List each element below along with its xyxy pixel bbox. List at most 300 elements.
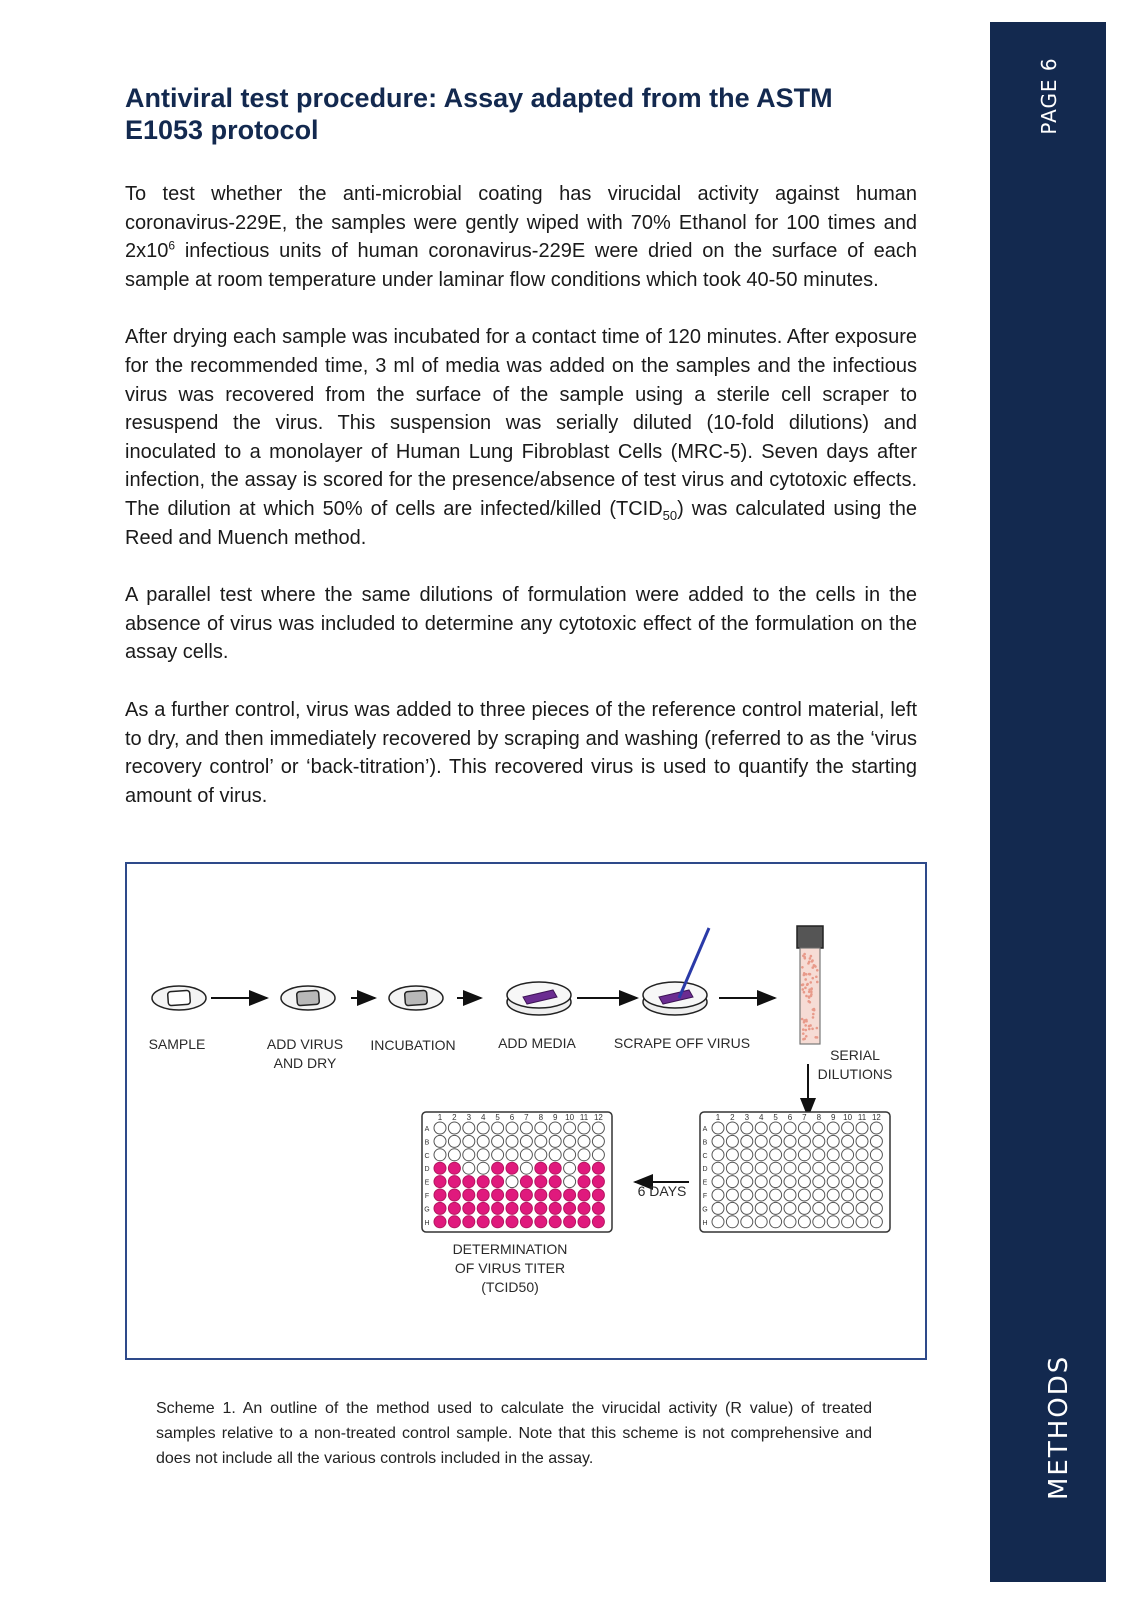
paragraph-3: A parallel test where the same dilutions of formulation were added to the cells in the absence of virus was included to determine any cytotoxic effect of the formulation on the assay cells. <box>125 584 917 664</box>
tube-dot <box>807 1000 810 1003</box>
infected-well <box>463 1202 475 1214</box>
empty-well <box>770 1149 782 1161</box>
main-content <box>125 82 917 839</box>
empty-well <box>827 1149 839 1161</box>
incubation-icon <box>389 986 443 1010</box>
empty-well <box>870 1122 882 1134</box>
infected-well <box>578 1189 590 1201</box>
tube-dot <box>809 1024 812 1027</box>
empty-well <box>712 1216 724 1228</box>
empty-well <box>870 1202 882 1214</box>
infected-well <box>578 1162 590 1174</box>
infected-well <box>492 1189 504 1201</box>
empty-well <box>712 1162 724 1174</box>
tube-dot <box>805 995 808 998</box>
tube-dot <box>816 969 819 972</box>
serial-dilutions-label: SERIAL DILUTIONS <box>817 1047 893 1082</box>
empty-well <box>506 1122 518 1134</box>
empty-well <box>564 1149 576 1161</box>
paragraph-1-text-a: To test whether the anti-microbial coating has virucidal activity against human coronavirus-229E, the samples were gently wiped with 70% Ethanol for 100 times and 2x10 <box>125 183 917 263</box>
empty-well <box>798 1189 810 1201</box>
dilution-plate <box>700 1112 890 1232</box>
empty-well <box>726 1216 738 1228</box>
empty-well <box>578 1149 590 1161</box>
plate-col-label: 8 <box>538 1113 544 1122</box>
empty-well <box>520 1122 532 1134</box>
plate-col-label: 9 <box>552 1113 558 1122</box>
plate-col-label: 1 <box>437 1113 443 1122</box>
empty-well <box>813 1189 825 1201</box>
step-add-virus-label: ADD VIRUS AND DRY <box>266 1036 344 1071</box>
empty-well <box>813 1135 825 1147</box>
empty-well <box>755 1202 767 1214</box>
empty-well <box>520 1135 532 1147</box>
empty-well <box>726 1149 738 1161</box>
infected-well <box>578 1216 590 1228</box>
infected-well <box>448 1162 460 1174</box>
test-tube-icon <box>797 926 823 1044</box>
empty-well <box>798 1216 810 1228</box>
empty-well <box>784 1122 796 1134</box>
infected-well <box>520 1189 532 1201</box>
empty-well <box>463 1162 475 1174</box>
plate-col-label: 4 <box>480 1113 486 1122</box>
empty-well <box>448 1135 460 1147</box>
infected-well <box>434 1202 446 1214</box>
empty-well <box>535 1122 547 1134</box>
empty-well <box>813 1162 825 1174</box>
plate-col-label: 3 <box>744 1113 750 1122</box>
empty-well <box>477 1162 489 1174</box>
sample-icon <box>152 986 206 1010</box>
empty-well <box>564 1162 576 1174</box>
empty-well <box>712 1176 724 1188</box>
infected-well <box>578 1202 590 1214</box>
empty-well <box>784 1216 796 1228</box>
empty-well <box>712 1135 724 1147</box>
tube-dot <box>811 966 814 969</box>
empty-well <box>535 1135 547 1147</box>
paragraph-2-text-b: ) was calculated using the Reed and Muench method. <box>125 497 917 549</box>
infected-well <box>535 1216 547 1228</box>
paragraph-2 <box>125 323 917 552</box>
scheme-figure <box>125 862 927 1360</box>
empty-well <box>434 1135 446 1147</box>
infected-well <box>477 1202 489 1214</box>
empty-well <box>784 1176 796 1188</box>
empty-well <box>506 1149 518 1161</box>
infected-well <box>535 1176 547 1188</box>
infected-well <box>520 1216 532 1228</box>
tube-dot <box>804 987 807 990</box>
empty-well <box>492 1135 504 1147</box>
empty-well <box>755 1216 767 1228</box>
infected-well <box>492 1162 504 1174</box>
tube-dot <box>804 978 807 981</box>
infected-well <box>463 1189 475 1201</box>
tube-dot <box>802 1038 805 1041</box>
infected-well <box>477 1216 489 1228</box>
plate-col-label: 11 <box>857 1113 867 1122</box>
plate-row-label: D <box>424 1166 430 1174</box>
empty-well <box>549 1135 561 1147</box>
empty-well <box>813 1149 825 1161</box>
infected-well <box>477 1189 489 1201</box>
empty-well <box>813 1122 825 1134</box>
empty-well <box>798 1176 810 1188</box>
tube-dot <box>802 983 805 986</box>
plate-row-label: B <box>702 1139 708 1147</box>
empty-well <box>755 1122 767 1134</box>
infected-well <box>434 1162 446 1174</box>
tube-dot <box>805 1019 808 1022</box>
tube-dot <box>813 964 816 967</box>
infected-well <box>535 1162 547 1174</box>
plate-row-label: C <box>702 1152 708 1160</box>
tube-dot <box>802 1032 805 1035</box>
infected-well <box>492 1216 504 1228</box>
tube-dot <box>808 973 811 976</box>
infected-well <box>448 1202 460 1214</box>
empty-well <box>813 1176 825 1188</box>
empty-well <box>520 1149 532 1161</box>
step-incubation-label: INCUBATION <box>370 1037 456 1053</box>
empty-well <box>712 1122 724 1134</box>
infected-well <box>549 1216 561 1228</box>
tube-dot <box>810 991 813 994</box>
paragraph-1-text-b: infectious units of human coronavirus-229E were dried on the surface of each sample at room temperature under laminar flow conditions which took 40-50 minutes. <box>125 240 917 291</box>
plate-col-label: 8 <box>816 1113 822 1122</box>
plate-col-label: 1 <box>715 1113 721 1122</box>
empty-well <box>842 1162 854 1174</box>
tube-dot <box>805 1035 808 1038</box>
tube-dot <box>813 1008 816 1011</box>
empty-well <box>770 1135 782 1147</box>
empty-well <box>578 1122 590 1134</box>
plate-col-label: 2 <box>730 1113 735 1122</box>
empty-well <box>827 1216 839 1228</box>
infected-well <box>477 1176 489 1188</box>
empty-well <box>741 1135 753 1147</box>
empty-well <box>813 1202 825 1214</box>
tube-dot <box>801 966 804 969</box>
tube-dot <box>801 988 804 991</box>
empty-well <box>463 1135 475 1147</box>
empty-well <box>770 1189 782 1201</box>
step-add-media-label: ADD MEDIA <box>498 1035 576 1051</box>
empty-well <box>592 1135 604 1147</box>
empty-well <box>549 1149 561 1161</box>
infected-well <box>564 1216 576 1228</box>
empty-well <box>856 1216 868 1228</box>
titer-plate <box>422 1112 612 1232</box>
plate-row-label: F <box>424 1193 430 1200</box>
plate-col-label: 5 <box>495 1113 500 1122</box>
section-label: METHODS <box>1044 1354 1074 1500</box>
infected-well <box>535 1189 547 1201</box>
tube-dot <box>816 981 819 984</box>
empty-well <box>842 1135 854 1147</box>
empty-well <box>770 1176 782 1188</box>
plate-row-label: H <box>702 1219 708 1227</box>
plate-col-label: 6 <box>787 1113 793 1122</box>
empty-well <box>477 1122 489 1134</box>
plate-row-label: D <box>702 1166 708 1174</box>
empty-well <box>755 1189 767 1201</box>
empty-well <box>784 1189 796 1201</box>
empty-well <box>564 1176 576 1188</box>
empty-well <box>726 1202 738 1214</box>
virus-dried-sample-icon <box>281 986 335 1010</box>
plate-row-label: F <box>702 1193 708 1200</box>
tube-dot <box>803 953 806 956</box>
tube-dot <box>810 955 813 958</box>
exponent: 6 <box>168 238 176 253</box>
scrape-virus-icon <box>643 928 709 1015</box>
tube-dot <box>809 957 812 960</box>
six-days-label: 6 DAYS <box>637 1183 687 1199</box>
infected-well <box>492 1176 504 1188</box>
plate-row-label: C <box>424 1152 430 1160</box>
determination-label: DETERMINATION OF VIRUS TITER (TCID50) <box>452 1241 568 1295</box>
empty-well <box>755 1162 767 1174</box>
plate-col-label: 12 <box>871 1113 881 1122</box>
empty-well <box>798 1162 810 1174</box>
empty-well <box>856 1135 868 1147</box>
plate-col-label: 10 <box>843 1113 853 1122</box>
infected-well <box>549 1202 561 1214</box>
empty-well <box>755 1149 767 1161</box>
empty-well <box>463 1149 475 1161</box>
infected-well <box>578 1176 590 1188</box>
empty-well <box>741 1162 753 1174</box>
plate-col-label: 7 <box>802 1113 807 1122</box>
infected-well <box>564 1202 576 1214</box>
empty-well <box>842 1122 854 1134</box>
infected-well <box>520 1202 532 1214</box>
infected-well <box>592 1162 604 1174</box>
plate-col-label: 6 <box>509 1113 515 1122</box>
paragraph-2-text-a: After drying each sample was incubated for a contact time of 120 minutes. After exposure for the recommended time, 3 ml of media was added on the samples and the infectious virus was recovered from the surface of the sample using a sterile cell scraper to resuspend the virus. This suspension was serially diluted (10-fold dilutions) and inoculated to a monolayer of Human Lung Fibroblast Cells (MRC-5). Seven days after infection, the assay is scored for the presence/absence of test virus and cytotoxic effects. The dilution at which 50% of cells are infected/killed (TCID <box>125 326 917 520</box>
empty-well <box>798 1202 810 1214</box>
empty-well <box>770 1162 782 1174</box>
empty-well <box>784 1149 796 1161</box>
empty-well <box>856 1122 868 1134</box>
empty-well <box>870 1176 882 1188</box>
empty-well <box>492 1122 504 1134</box>
empty-well <box>506 1135 518 1147</box>
plate-col-label: 11 <box>579 1113 589 1122</box>
empty-well <box>726 1189 738 1201</box>
infected-well <box>535 1202 547 1214</box>
empty-well <box>592 1149 604 1161</box>
empty-well <box>798 1122 810 1134</box>
figure-caption: Scheme 1. An outline of the method used to calculate the virucidal activity (R value) of treated samples relative to a non-treated control sample. Note that this scheme is not comprehensive and does not include all the various controls included in the assay. <box>156 1400 872 1467</box>
page-title: Antiviral test procedure: Assay adapted from the ASTM E1053 protocol <box>125 83 833 145</box>
empty-well <box>564 1135 576 1147</box>
empty-well <box>726 1176 738 1188</box>
empty-well <box>477 1149 489 1161</box>
empty-well <box>842 1216 854 1228</box>
empty-well <box>856 1176 868 1188</box>
empty-well <box>741 1122 753 1134</box>
plate-col-label: 7 <box>524 1113 529 1122</box>
empty-well <box>549 1122 561 1134</box>
empty-well <box>784 1135 796 1147</box>
empty-well <box>448 1122 460 1134</box>
empty-well <box>506 1176 518 1188</box>
plate-col-label: 3 <box>466 1113 472 1122</box>
empty-well <box>434 1122 446 1134</box>
empty-well <box>856 1149 868 1161</box>
tube-dot <box>803 991 806 994</box>
empty-well <box>784 1202 796 1214</box>
tube-dot <box>811 977 814 980</box>
plate-col-label: 5 <box>773 1113 778 1122</box>
tube-dot <box>802 1028 805 1031</box>
tube-dot <box>814 1036 817 1039</box>
infected-well <box>492 1202 504 1214</box>
empty-well <box>712 1202 724 1214</box>
paragraph-1 <box>125 180 917 294</box>
page-number: PAGE 6 <box>1037 57 1061 135</box>
tube-dot <box>816 1027 819 1030</box>
add-media-icon <box>507 982 571 1015</box>
empty-well <box>827 1189 839 1201</box>
infected-well <box>592 1202 604 1214</box>
subscript: 50 <box>662 507 678 523</box>
infected-well <box>448 1176 460 1188</box>
tube-dot <box>807 962 810 965</box>
empty-well <box>741 1189 753 1201</box>
plate-row-label: H <box>424 1219 430 1227</box>
empty-well <box>535 1149 547 1161</box>
infected-well <box>463 1216 475 1228</box>
tube-dot <box>803 1021 806 1024</box>
tube-dot <box>811 1027 814 1030</box>
infected-well <box>592 1176 604 1188</box>
tube-dot <box>801 1018 804 1021</box>
tube-dot <box>808 1028 811 1031</box>
plate-col-label: 9 <box>830 1113 836 1122</box>
empty-well <box>520 1162 532 1174</box>
infected-well <box>448 1216 460 1228</box>
empty-well <box>463 1122 475 1134</box>
tube-dot <box>812 1016 815 1019</box>
empty-well <box>870 1135 882 1147</box>
empty-well <box>870 1149 882 1161</box>
infected-well <box>434 1176 446 1188</box>
empty-well <box>755 1135 767 1147</box>
empty-well <box>870 1216 882 1228</box>
plate-col-label: 2 <box>452 1113 457 1122</box>
empty-well <box>842 1202 854 1214</box>
empty-well <box>592 1122 604 1134</box>
empty-well <box>856 1162 868 1174</box>
tube-dot <box>805 973 808 976</box>
empty-well <box>434 1149 446 1161</box>
tube-dot <box>808 995 811 998</box>
plate-row-label: G <box>424 1206 430 1214</box>
step-scrape-label: SCRAPE OFF VIRUS <box>613 1035 751 1051</box>
infected-well <box>506 1162 518 1174</box>
infected-well <box>448 1189 460 1201</box>
empty-well <box>856 1202 868 1214</box>
infected-well <box>592 1189 604 1201</box>
sidebar-band <box>990 22 1106 1582</box>
empty-well <box>770 1216 782 1228</box>
empty-well <box>741 1216 753 1228</box>
empty-well <box>726 1122 738 1134</box>
empty-well <box>827 1122 839 1134</box>
tube-dot <box>808 988 811 991</box>
empty-well <box>813 1216 825 1228</box>
tube-dot <box>805 1029 808 1032</box>
tube-dot <box>804 1024 807 1027</box>
empty-well <box>827 1202 839 1214</box>
empty-well <box>827 1176 839 1188</box>
empty-well <box>784 1162 796 1174</box>
infected-well <box>463 1176 475 1188</box>
infected-well <box>564 1189 576 1201</box>
empty-well <box>842 1189 854 1201</box>
empty-well <box>741 1202 753 1214</box>
empty-well <box>755 1176 767 1188</box>
empty-well <box>492 1149 504 1161</box>
infected-well <box>506 1202 518 1214</box>
empty-well <box>798 1149 810 1161</box>
plate-row-label: G <box>702 1206 708 1214</box>
infected-well <box>506 1189 518 1201</box>
tube-dot <box>809 981 812 984</box>
empty-well <box>870 1162 882 1174</box>
empty-well <box>741 1149 753 1161</box>
empty-well <box>842 1149 854 1161</box>
plate-row-label: E <box>702 1179 708 1187</box>
plate-row-label: B <box>424 1139 430 1147</box>
empty-well <box>798 1135 810 1147</box>
infected-well <box>549 1162 561 1174</box>
empty-well <box>726 1162 738 1174</box>
empty-well <box>770 1122 782 1134</box>
plate-row-label: A <box>424 1126 430 1133</box>
plate-col-label: 12 <box>593 1113 603 1122</box>
infected-well <box>592 1216 604 1228</box>
empty-well <box>770 1202 782 1214</box>
infected-well <box>434 1189 446 1201</box>
empty-well <box>827 1135 839 1147</box>
infected-well <box>549 1176 561 1188</box>
plate-row-label: A <box>702 1126 708 1133</box>
empty-well <box>856 1189 868 1201</box>
empty-well <box>477 1135 489 1147</box>
tube-dot <box>815 975 818 978</box>
tube-dot <box>812 1013 815 1016</box>
plate-col-label: 10 <box>565 1113 575 1122</box>
tube-dot <box>811 960 814 963</box>
infected-well <box>434 1216 446 1228</box>
plate-row-label: E <box>424 1179 430 1187</box>
empty-well <box>564 1122 576 1134</box>
infected-well <box>506 1216 518 1228</box>
empty-well <box>726 1135 738 1147</box>
empty-well <box>712 1149 724 1161</box>
empty-well <box>842 1176 854 1188</box>
empty-well <box>870 1189 882 1201</box>
step-sample-label: SAMPLE <box>148 1036 206 1052</box>
tube-dot <box>810 993 813 996</box>
empty-well <box>741 1176 753 1188</box>
